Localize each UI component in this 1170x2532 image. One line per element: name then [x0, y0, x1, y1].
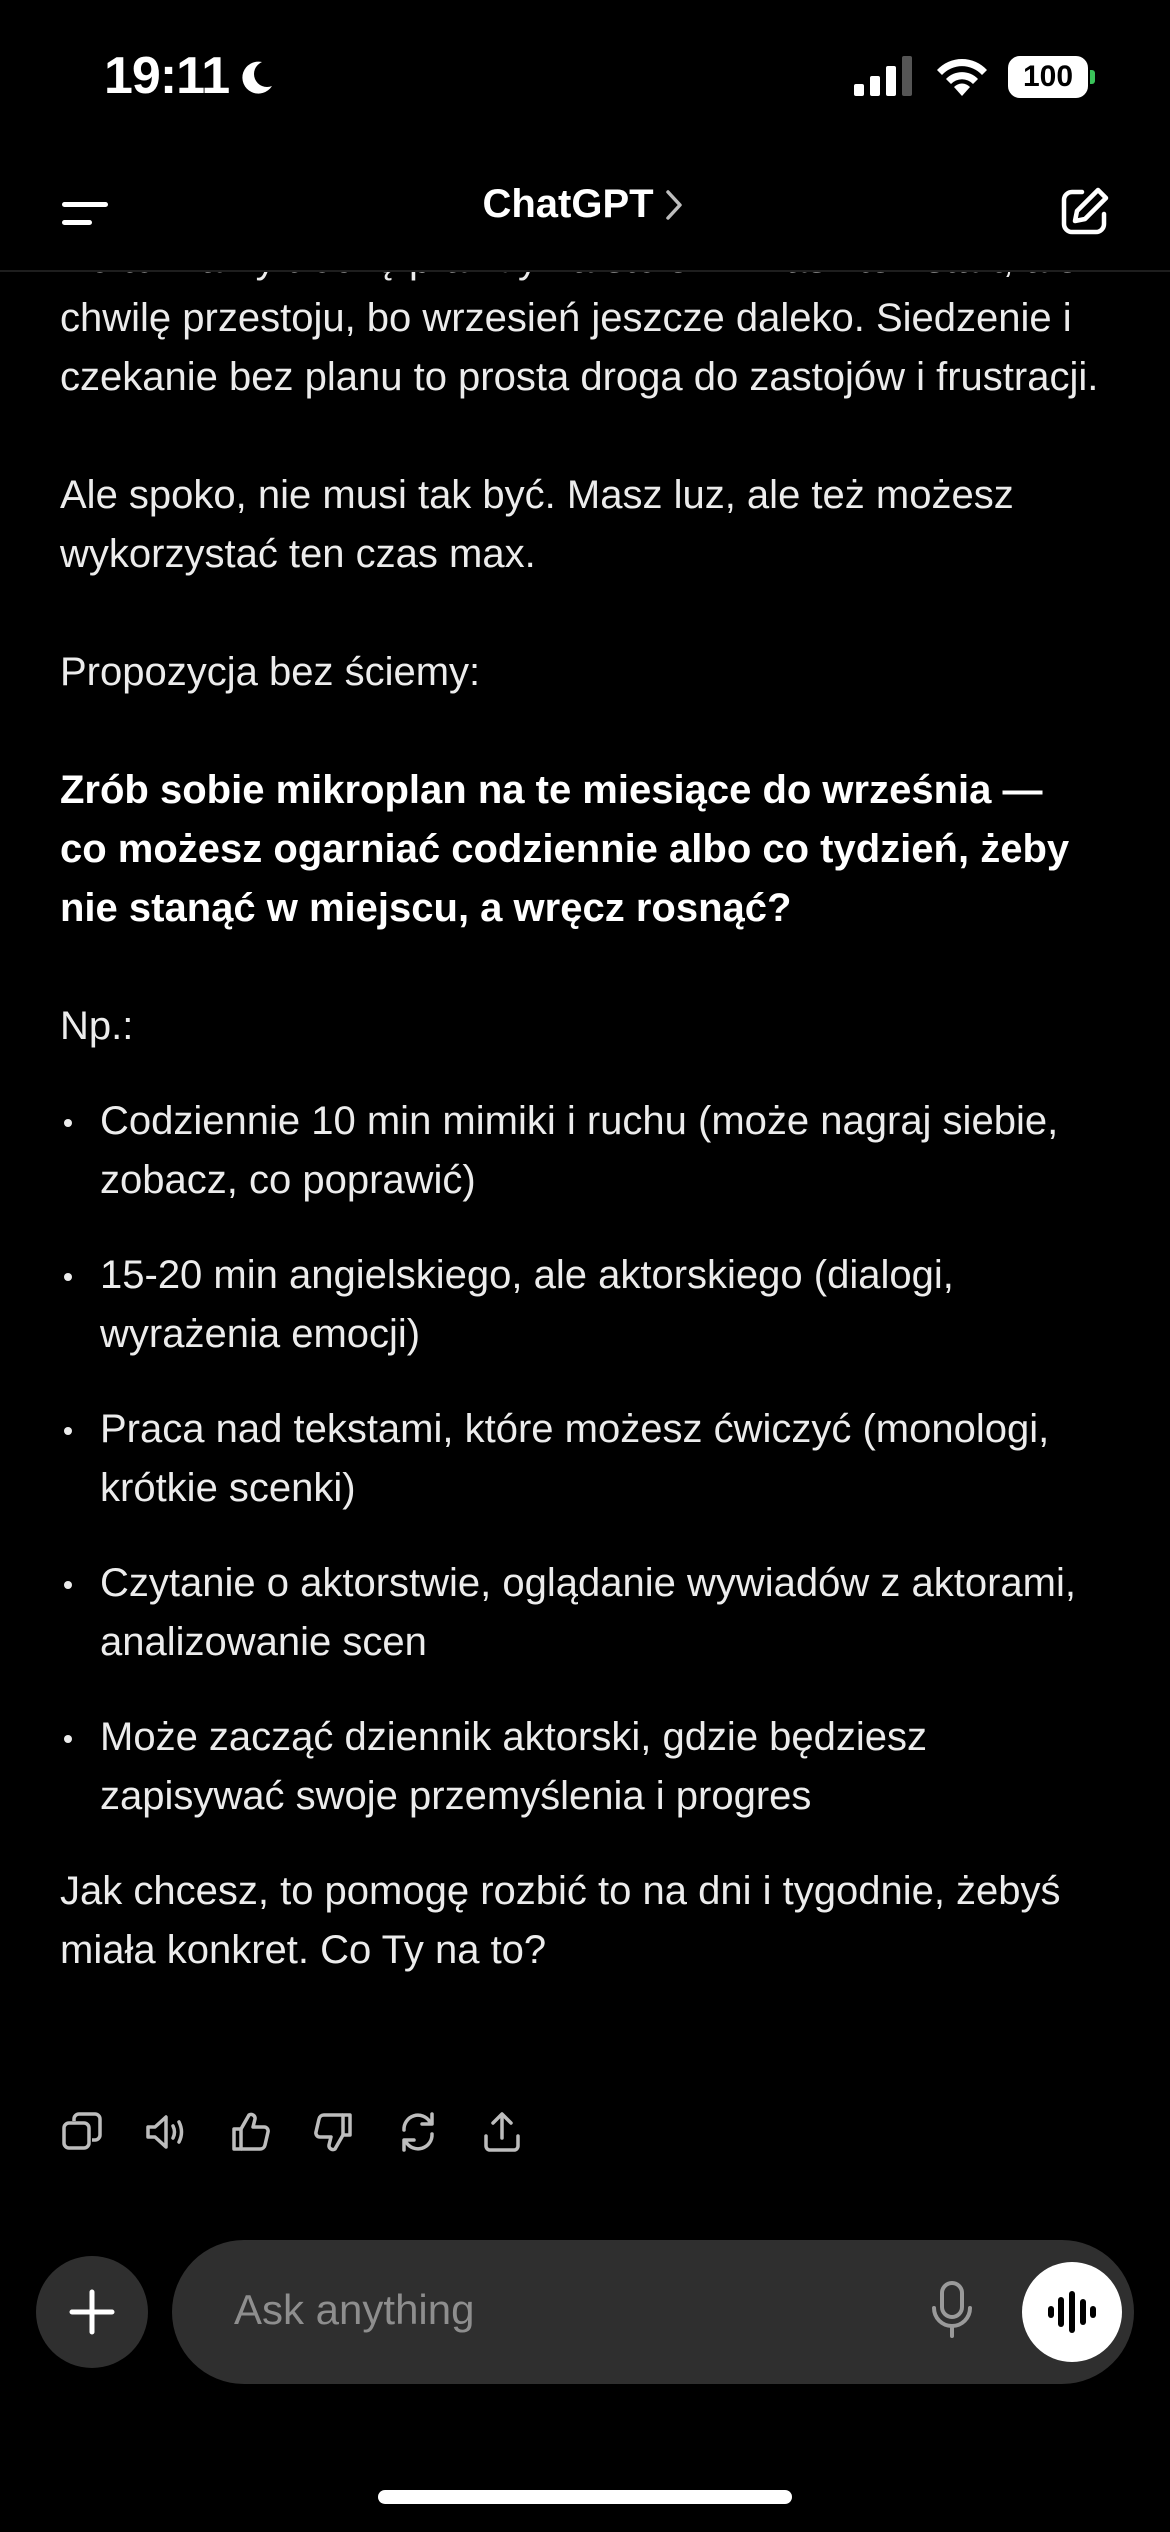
- voice-mode-button[interactable]: [1022, 2262, 1122, 2362]
- list-item: Praca nad tekstami, które możesz ćwiczyć (monologi, krótkie scenki): [60, 1400, 1100, 1518]
- bullet-list: [60, 1092, 1100, 1826]
- battery-tip: [1090, 70, 1095, 84]
- message-paragraph: Propozycja bez ściemy:: [60, 650, 481, 694]
- message-input[interactable]: [172, 2240, 1134, 2384]
- app-header: [0, 160, 1170, 272]
- message-paragraph: chwilę przestoju, bo wrzesień jeszcze daleko. Siedzenie i czekanie bez planu to prosta droga do zastojów i frustracji.: [60, 296, 1099, 399]
- input-placeholder: Ask anything: [234, 2286, 475, 2333]
- assistant-message: [60, 230, 1100, 1980]
- status-time: 19:11: [104, 47, 230, 105]
- compose-icon[interactable]: [1058, 184, 1112, 238]
- message-paragraph: Jak chcesz, to pomogę rozbić to na dni i tygodnie, żebyś miała konkret. Co Ty na to?: [60, 1869, 1061, 1972]
- voice-mode-icon: [1046, 2289, 1098, 2335]
- plus-icon: [67, 2287, 117, 2337]
- message-actions: [60, 2110, 524, 2154]
- microphone-icon[interactable]: [926, 2280, 978, 2340]
- battery-icon: 100: [1008, 56, 1088, 98]
- list-item: Czytanie o aktorstwie, oglądanie wywiadów z aktorami, analizowanie scen: [60, 1554, 1100, 1672]
- chevron-right-icon: [662, 188, 688, 222]
- message-paragraph: Ale spoko, nie musi tak być. Masz luz, ale też możesz wykorzystać ten czas max.: [60, 473, 1014, 576]
- copy-icon[interactable]: [60, 2110, 104, 2154]
- status-bar: [0, 0, 1170, 160]
- signal-icon: [852, 56, 916, 98]
- thumbs-up-icon[interactable]: [228, 2110, 272, 2154]
- message-bold-paragraph: Zrób sobie mikroplan na te miesiące do września — co możesz ogarniać codziennie albo co tydzień, żeby nie stanąć w miejscu, a wręcz rosnąć?: [60, 768, 1070, 930]
- page-title: ChatGPT: [482, 182, 654, 226]
- message-paragraph: Np.:: [60, 1004, 134, 1048]
- moon-icon: [236, 58, 276, 98]
- list-item: 15-20 min angielskiego, ale aktorskiego (dialogi, wyrażenia emocji): [60, 1246, 1100, 1364]
- regenerate-icon[interactable]: [396, 2110, 440, 2154]
- wifi-icon: [934, 54, 990, 98]
- read-aloud-icon[interactable]: [144, 2110, 188, 2154]
- model-selector[interactable]: [0, 182, 1170, 227]
- list-item: Codziennie 10 min mimiki i ruchu (może nagraj siebie, zobacz, co poprawić): [60, 1092, 1100, 1210]
- add-attachment-button[interactable]: [36, 2256, 148, 2368]
- home-indicator[interactable]: [378, 2490, 792, 2504]
- list-item: Może zacząć dziennik aktorski, gdzie będziesz zapisywać swoje przemyślenia i progres: [60, 1708, 1100, 1826]
- share-icon[interactable]: [480, 2110, 524, 2154]
- thumbs-down-icon[interactable]: [312, 2110, 356, 2154]
